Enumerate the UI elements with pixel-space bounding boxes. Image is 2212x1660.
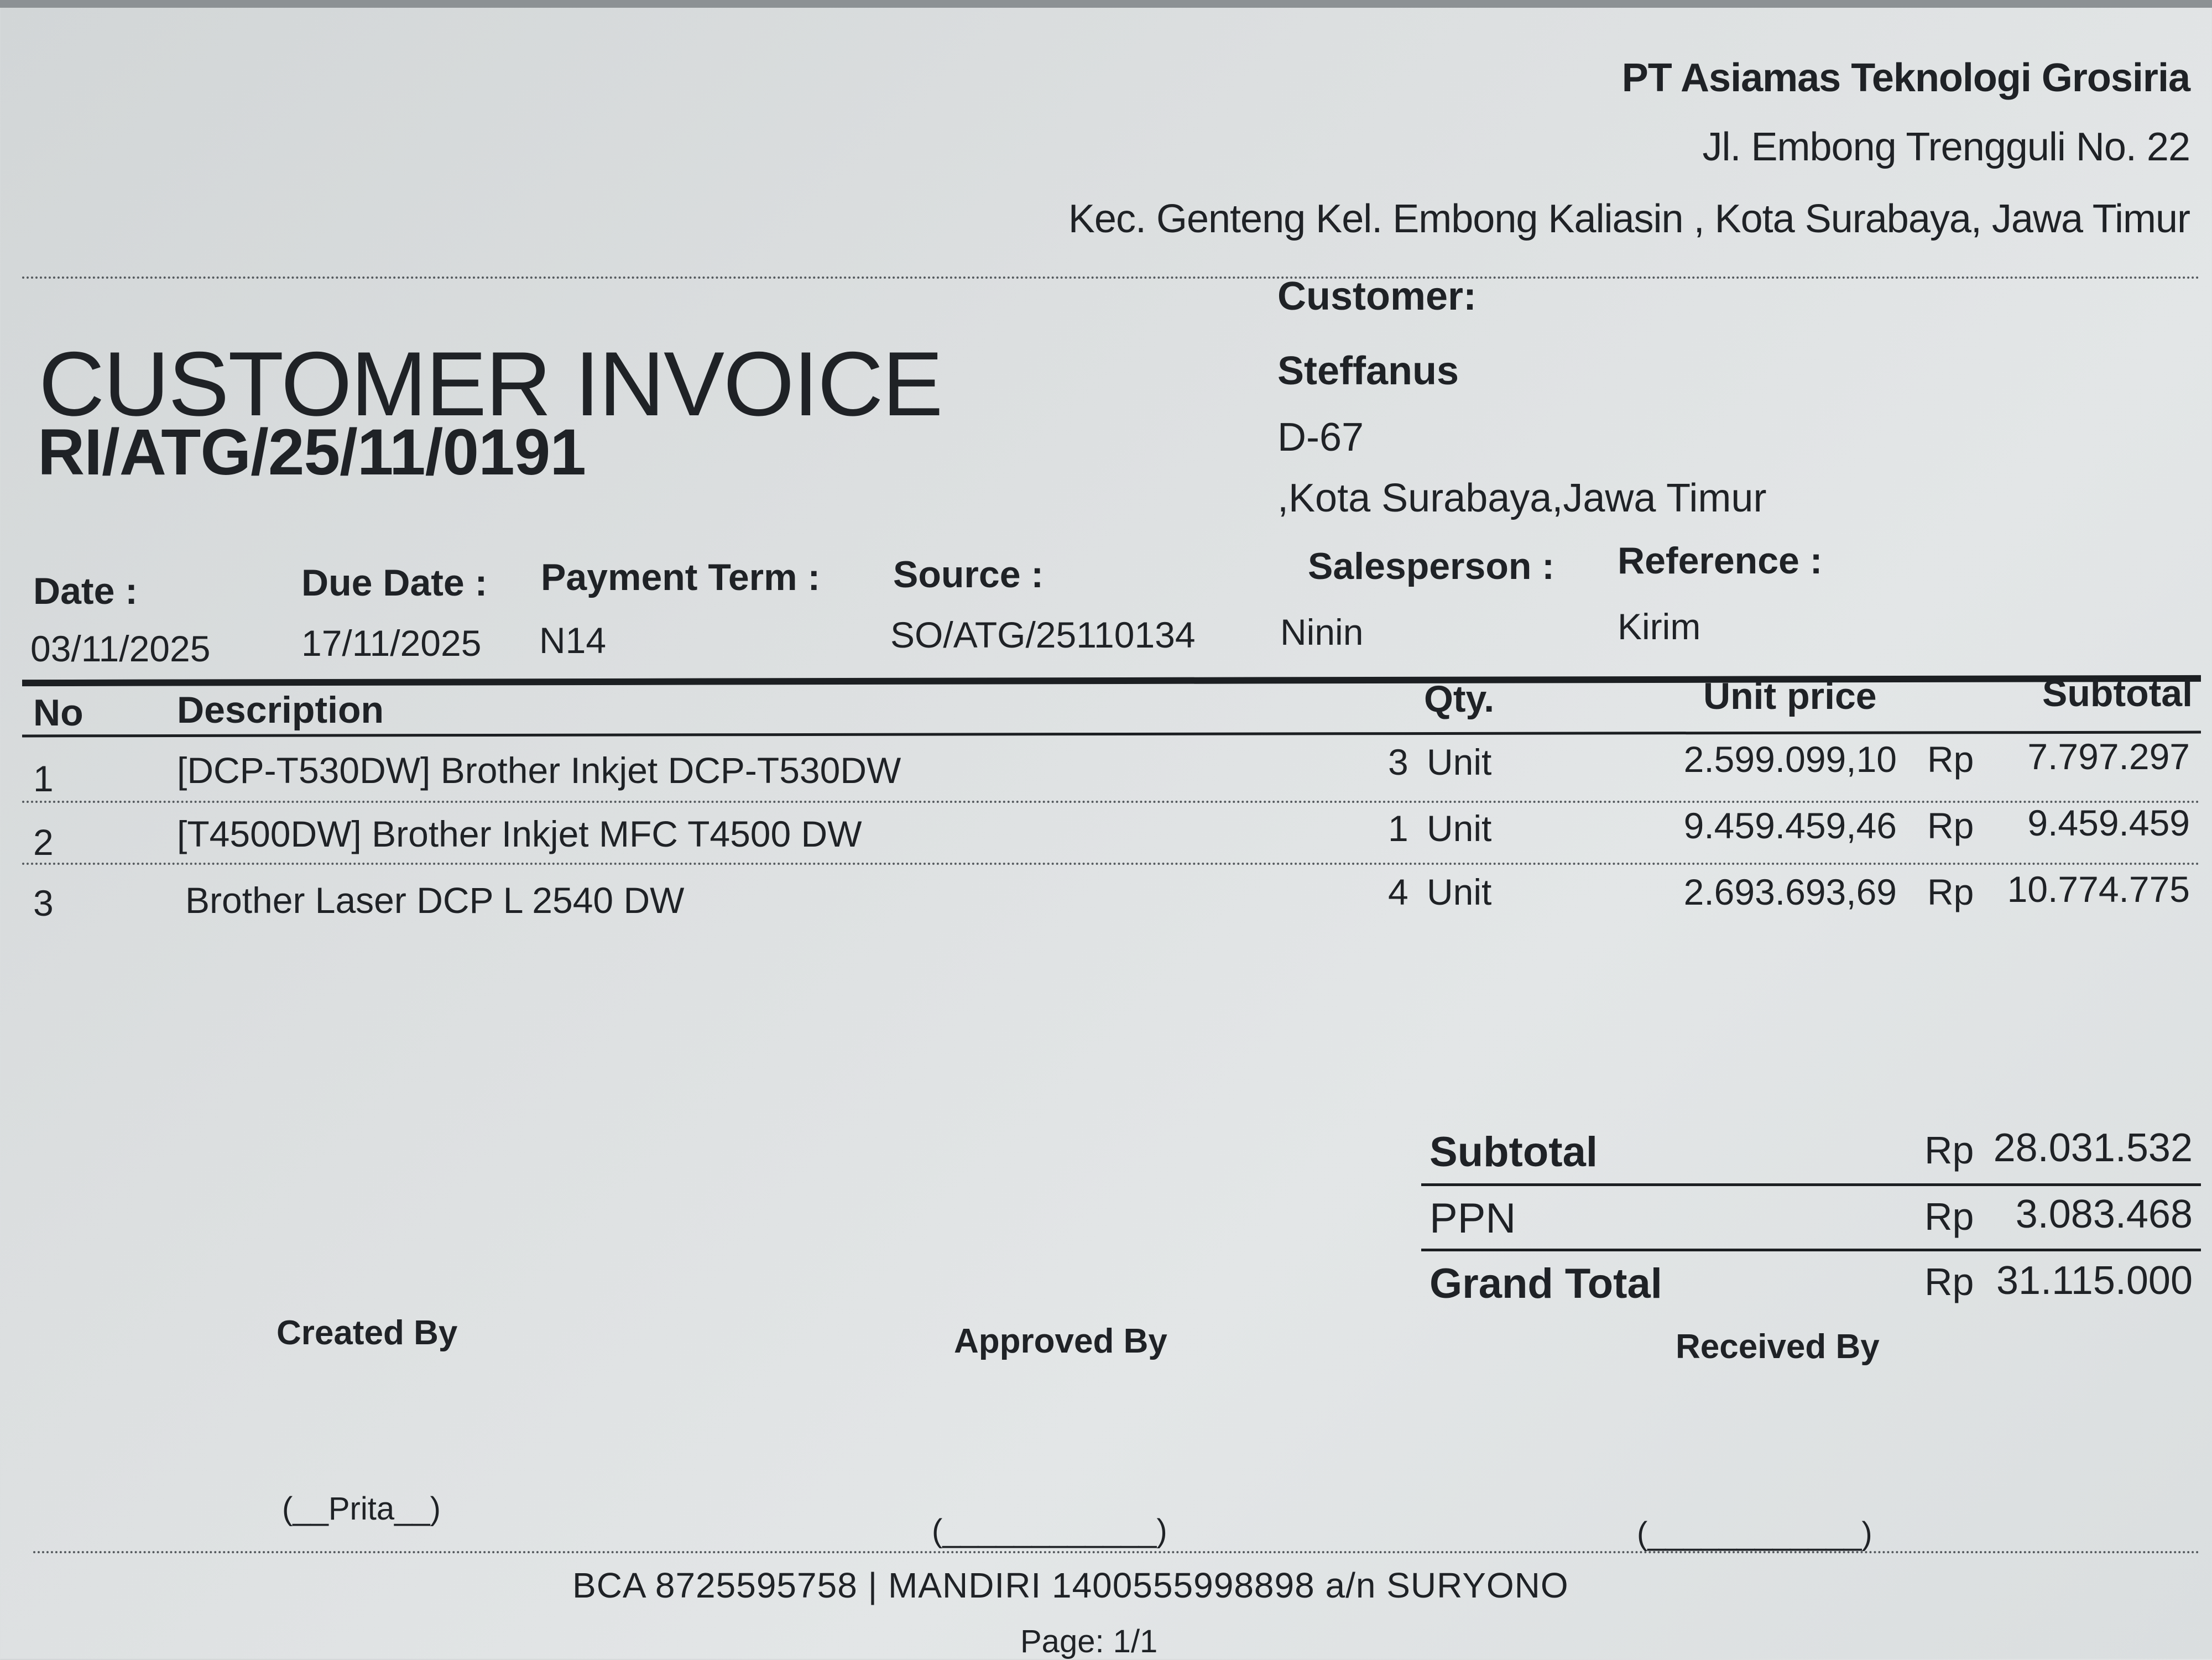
- company-street: Jl. Embong Trengguli No. 22: [1702, 125, 2190, 169]
- summary-total-value: 31.115.000: [1996, 1259, 2193, 1303]
- source-label: Source :: [893, 554, 1044, 596]
- row-1-no: 1: [33, 758, 54, 799]
- due-date: 17/11/2025: [301, 623, 482, 664]
- source-order: SO/ATG/25110134: [890, 614, 1196, 655]
- summary-total-currency: Rp: [1924, 1260, 1974, 1303]
- customer-label: Customer:: [1277, 274, 1477, 319]
- bank-accounts: BCA 8725595758 | MANDIRI 1400555998898 a/n SURYONO: [572, 1565, 1569, 1605]
- summary-subtotal-value: 28.031.532: [1993, 1126, 2193, 1170]
- row-3-subtotal: 10.774.775: [2007, 869, 2190, 910]
- customer-name: Steffanus: [1277, 349, 1459, 393]
- row-1-description: [DCP-T530DW] Brother Inkjet DCP-T530DW: [177, 750, 901, 791]
- invoice-title: CUSTOMER INVOICE: [39, 333, 942, 435]
- row-1-subtotal: 7.797.297: [2027, 736, 2190, 777]
- summary-tax-currency: Rp: [1924, 1195, 1974, 1238]
- date-label: Date :: [33, 570, 138, 612]
- row-3-description: Brother Laser DCP L 2540 DW: [185, 880, 685, 921]
- created-by-value: (__Prita__): [282, 1491, 441, 1527]
- row-2-description: [T4500DW] Brother Inkjet MFC T4500 DW: [177, 813, 862, 854]
- row-3-unit-price: 2.693.693,69: [1683, 871, 1897, 912]
- salesperson-label: Salesperson :: [1308, 545, 1554, 587]
- row-2-qty: 1: [1388, 808, 1408, 849]
- row-2-unit-price: 9.459.459,46: [1683, 805, 1897, 846]
- row-1-uom: Unit: [1427, 742, 1492, 782]
- summary-rule-1: [1421, 1183, 2201, 1186]
- salesperson: Ninin: [1280, 612, 1364, 652]
- table-header-rule: [22, 731, 2201, 738]
- summary-tax-label: PPN: [1430, 1195, 1516, 1242]
- row-3-no: 3: [33, 883, 54, 923]
- col-description-header: Description: [177, 689, 384, 731]
- approved-by-label: Approved By: [954, 1322, 1167, 1360]
- invoice-number: RI/ATG/25/11/0191: [38, 416, 586, 489]
- received-by-value: (____________): [1637, 1516, 1872, 1552]
- invoice-date: 03/11/2025: [30, 628, 211, 669]
- row-2-currency: Rp: [1927, 805, 1974, 846]
- due-date-label: Due Date :: [301, 562, 488, 604]
- summary-subtotal-currency: Rp: [1924, 1129, 1974, 1172]
- received-by-label: Received By: [1676, 1328, 1880, 1366]
- payment-term-label: Payment Term :: [541, 556, 821, 598]
- company-name: PT Asiamas Teknologi Grosiria: [1621, 56, 2190, 100]
- page-number: Page: 1/1: [1020, 1624, 1158, 1659]
- row-2-uom: Unit: [1427, 808, 1492, 849]
- customer-city: ,Kota Surabaya,Jawa Timur: [1277, 476, 1767, 520]
- summary-subtotal-label: Subtotal: [1430, 1129, 1598, 1176]
- row-1-unit-price: 2.599.099,10: [1683, 739, 1897, 780]
- row-divider: [22, 801, 2201, 803]
- row-divider: [22, 863, 2201, 865]
- created-by-label: Created By: [276, 1314, 458, 1352]
- summary-total-label: Grand Total: [1430, 1260, 1662, 1307]
- summary-rule-2: [1421, 1249, 2201, 1251]
- row-2-subtotal: 9.459.459: [2027, 802, 2190, 843]
- col-no-header: No: [33, 692, 84, 734]
- row-3-currency: Rp: [1927, 871, 1974, 912]
- company-area: Kec. Genteng Kel. Embong Kaliasin , Kota Surabaya, Jawa Timur: [1068, 197, 2190, 241]
- payment-term: N14: [539, 620, 607, 661]
- row-1-qty: 3: [1388, 742, 1408, 782]
- approved-by-value: (____________): [932, 1513, 1167, 1549]
- header-divider: [22, 276, 2201, 279]
- col-unit-price-header: Unit price: [1703, 675, 1877, 717]
- footer-divider: [33, 1551, 2201, 1553]
- top-shadow: [0, 0, 2212, 8]
- col-subtotal-header: Subtotal: [2042, 672, 2193, 714]
- row-3-uom: Unit: [1427, 871, 1492, 912]
- row-3-qty: 4: [1388, 871, 1408, 912]
- col-qty-header: Qty.: [1424, 678, 1495, 720]
- summary-tax-value: 3.083.468: [2015, 1192, 2193, 1236]
- reference: Kirim: [1618, 606, 1701, 647]
- customer-code: D-67: [1277, 415, 1364, 460]
- row-1-currency: Rp: [1927, 739, 1974, 780]
- reference-label: Reference :: [1618, 540, 1823, 582]
- row-2-no: 2: [33, 822, 54, 863]
